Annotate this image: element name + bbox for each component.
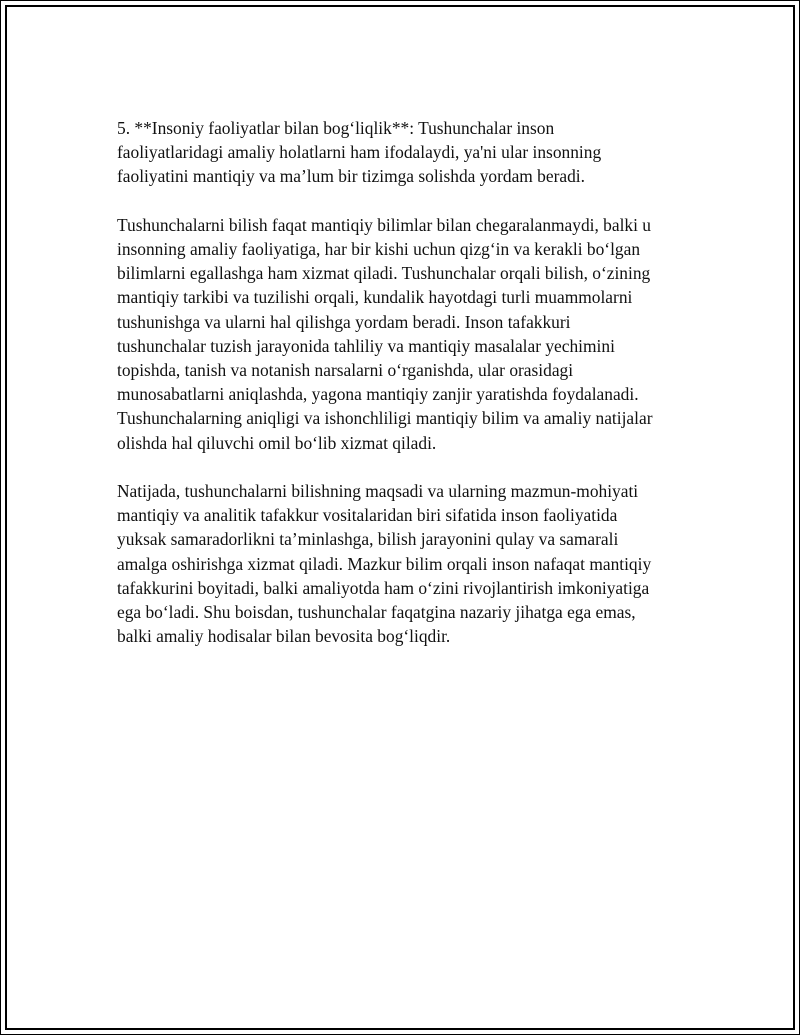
paragraph-insoniy-faoliyatlar: 5. **Insoniy faoliyatlar bilan bog‘liqlik**: Tushunchalar inson faoliyatlaridagi amaliy holatlarni ham ifodalaydi, ya'ni ular insonning faoliyatini mantiqiy va ma’lum bir tizimga solishda yordam beradi. xyxy=(117,118,602,187)
paragraph-natijada: Natijada, tushunchalarni bilishning maqsadi va ularning mazmun-mohiyati mantiqiy va analitik tafakkur vositalaridan biri sifatida inson faoliyatida yuksak samaradorlikni ta’minlashga, bilish jarayonini qulay va samarali amalga oshirishga xizmat qiladi. Mazkur bilim orqali inson nafaqat mantiqiy tafakkurini boyitadi, balki amaliyotda ham o‘zini rivojlantirish imkoniyatiga ega bo‘ladi. Shu boisdan, tushunchalar faqatgina nazariy jihatga ega emas, balki amaliy hodisalar bilan bevosita bog‘liqdir. xyxy=(117,481,652,647)
paragraph-tushunchalarni-bilish: Tushunchalarni bilish faqat mantiqiy bilimlar bilan chegaralanmaydi, balki u insonning amaliy faoliyatiga, har bir kishi uchun qizg‘in va kerakli bo‘lgan bilimlarni egallashga ham xizmat qiladi. Tushunchalar orqali bilish, o‘zining mantiqiy tarkibi va tuzilishi orqali, kundalik hayotdagi turli muammolarni tushunishga va ularni hal qilishga yordam beradi. Inson tafakkuri tushunchalar tuzish jarayonida tahliliy va mantiqiy masalalar yechimini topishda, tanish va notanish narsalarni o‘rganishda, ular orasidagi munosabatlarni aniqlashda, yagona mantiqiy zanjir yaratishda foydalanadi. Tushunchalarning aniqligi va ishonchliligi mantiqiy bilim va amaliy natijalar olishda hal qiluvchi omil bo‘lib xizmat qiladi. xyxy=(117,214,653,453)
document-body xyxy=(117,116,707,673)
